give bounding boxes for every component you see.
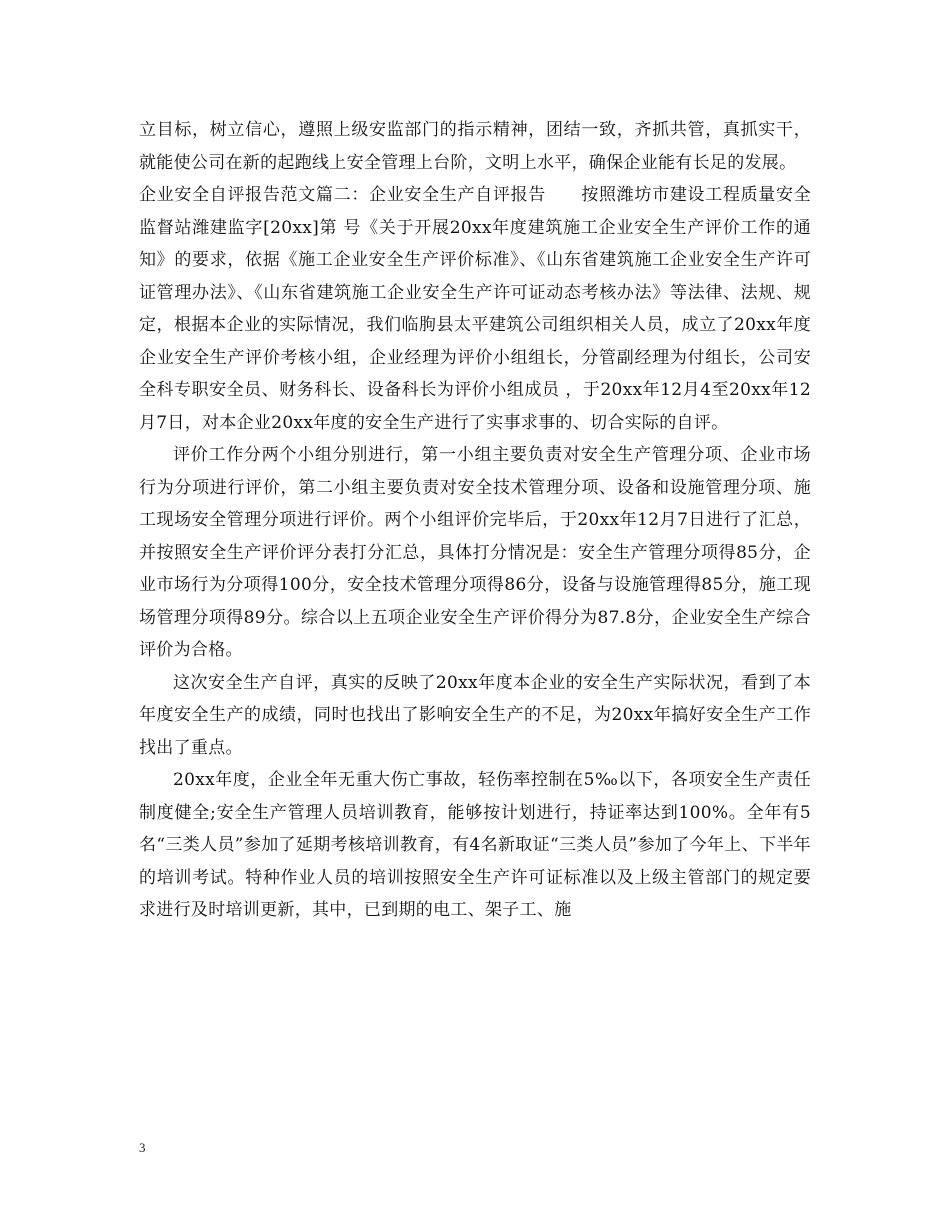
paragraph-self-evaluation-summary: 这次安全生产自评，真实的反映了20xx年度本企业的安全生产实际状况，看到了本年度安全生产的成绩，同时也找出了影响安全生产的不足，为20xx年搞好安全生产工作找出了重点。 xyxy=(139,672,811,758)
page-number: 3 xyxy=(139,1140,146,1155)
paragraph-continuation: 立目标，树立信心，遵照上级安监部门的指示精神，团结一致，齐抓共管，真抓实干，就能使公司在新的起跑线上安全管理上台阶，文明上水平，确保企业能有长足的发展。 xyxy=(139,120,811,173)
paragraph-annual-results: 20xx年度，企业全年无重大伤亡事故，轻伤率控制在5‰以下，各项安全生产责任制度健全;安全生产管理人员培训教育，能够按计划进行，持证率达到100%。全年有5名“三类人员”参加了延期考核培训教育，有4名新取证“三类人员”参加了今年上、下半年的培训考试。特种作业人员的培训按照安全生产许可证标准以及上级主管部门的规定要求进行及时培训更新，其中，已到期的电工、架子工、施 xyxy=(139,770,811,920)
document-body xyxy=(139,114,811,927)
paragraph-evaluation-process: 评价工作分两个小组分别进行，第一小组主要负责对安全生产管理分项、企业市场行为分项进行评价，第二小组主要负责对安全技术管理分项、设备和设施管理分项、施工现场安全管理分项进行评价。两个小组评价完毕后，于20xx年12月7日进行了汇总，并按照安全生产评价评分表打分汇总，具体打分情况是：安全生产管理分项得85分，企业市场行为分项得100分，安全技术管理分项得86分，设备与设施管理得85分，施工现场管理分项得89分。综合以上五项企业安全生产评价得分为87.8分，企业安全生产综合评价为合格。 xyxy=(139,445,811,660)
paragraph-report-intro: 企业安全自评报告范文篇二：企业安全生产自评报告 按照潍坊市建设工程质量安全监督站潍建监字[20xx]第 号《关于开展20xx年度建筑施工企业安全生产评价工作的通知》的要求，依据《施工企业安全生产评价标准》、《山东省建筑施工企业安全生产许可证管理办法》、《山东省建筑施工企业安全生产许可证动态考核办法》等法律、法规、规定，根据本企业的实际情况，我们临朐县太平建筑公司组织相关人员，成立了20xx年度企业安全生产评价考核小组，企业经理为评价小组组长，分管副经理为付组长，公司安全科专职安全员、财务科长、设备科长为评价小组成员 ，于20xx年12月4至20xx年12月7日，对本企业20xx年度的安全生产进行了实事求事的、切合实际的自评。 xyxy=(139,185,811,433)
